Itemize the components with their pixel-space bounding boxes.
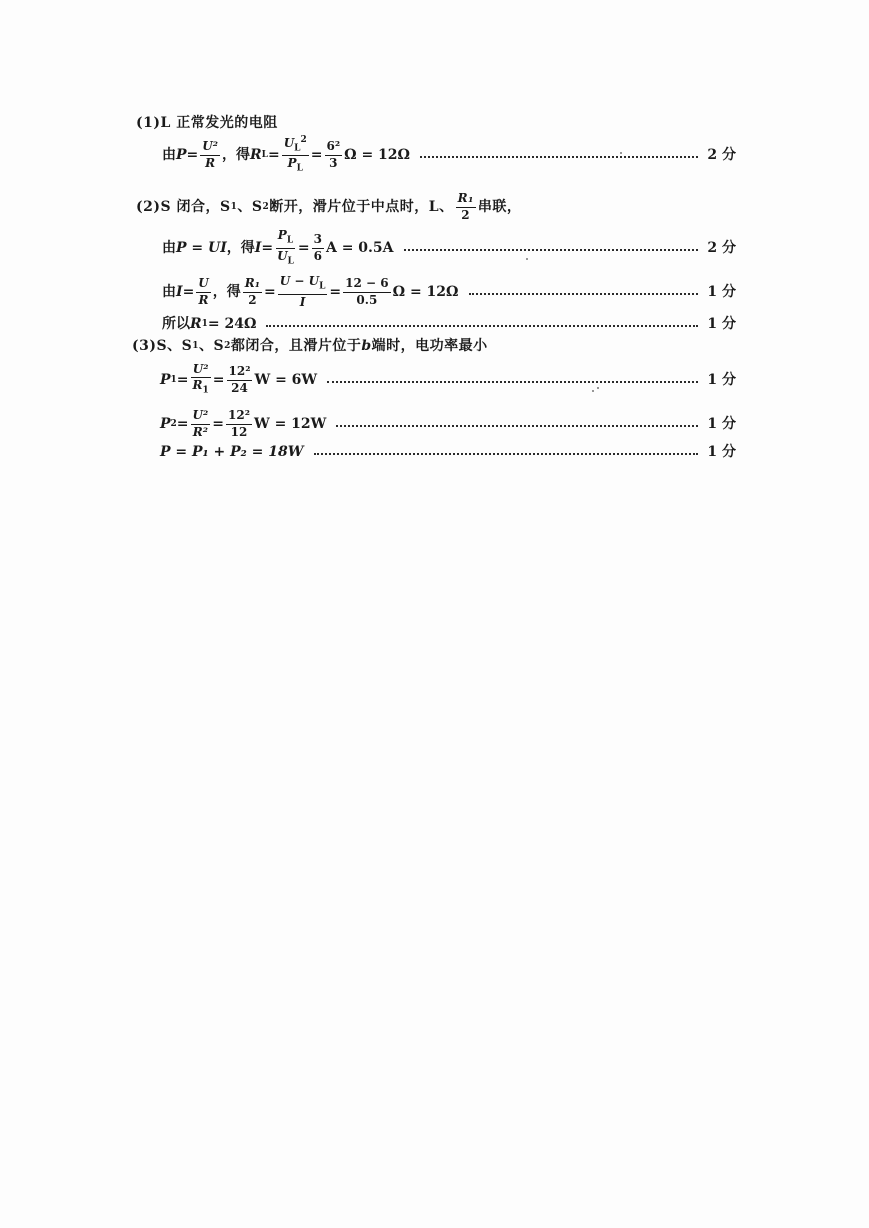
part2-formula-3 bbox=[162, 317, 256, 331]
part3-heading bbox=[132, 336, 732, 356]
fraction-denominator: 2 bbox=[461, 207, 471, 222]
equals-sign: = bbox=[176, 416, 189, 432]
subscript: 1 bbox=[230, 201, 238, 212]
fraction-numeric bbox=[312, 233, 324, 262]
part1-formula-line bbox=[136, 134, 736, 174]
subscript: L bbox=[296, 163, 303, 174]
dotted-leader bbox=[404, 249, 698, 251]
formula-connector: ，得 bbox=[226, 240, 255, 256]
equals-sign: = bbox=[264, 284, 276, 300]
subscript: 2 bbox=[170, 418, 177, 429]
score-label: 2 分 bbox=[707, 147, 736, 163]
symbol-r: R bbox=[190, 316, 202, 332]
symbol-p: P bbox=[176, 147, 187, 163]
fraction-numeric bbox=[227, 365, 253, 394]
formula-connector: ，得 bbox=[222, 147, 250, 163]
fraction-numerator: R₁ bbox=[243, 277, 262, 292]
scan-speck bbox=[620, 152, 622, 154]
fraction-numerator: 12 − 6 bbox=[343, 277, 390, 292]
dotted-leader bbox=[469, 293, 699, 295]
equals-sign: = bbox=[267, 147, 280, 163]
formula-result: Ω = 12Ω bbox=[344, 147, 410, 163]
fraction-r1-over-2 bbox=[456, 192, 476, 221]
fraction-denominator: R bbox=[205, 155, 216, 170]
numerator-text: U − U bbox=[279, 274, 320, 289]
fraction-numerator bbox=[282, 136, 309, 156]
fraction-numerator bbox=[276, 229, 295, 248]
part3-formula-line-2 bbox=[136, 406, 736, 442]
fraction-numerator: 12² bbox=[227, 365, 253, 380]
fraction-numerator: U² bbox=[191, 409, 211, 424]
part3-heading-text: (3)S、S bbox=[132, 338, 193, 354]
score-label: 1 分 bbox=[707, 284, 736, 300]
formula-result: W = 12W bbox=[253, 416, 327, 432]
formula-prefix: 由 bbox=[162, 240, 176, 256]
equals-sign: = bbox=[261, 240, 274, 256]
formula-result: Ω = 12Ω bbox=[392, 284, 459, 300]
equals-sign: = bbox=[212, 416, 224, 432]
symbol-p: P bbox=[160, 416, 171, 432]
symbol-b: b bbox=[361, 338, 372, 354]
fraction-denominator: 6 bbox=[313, 248, 322, 263]
part3-heading-text: 都闭合，且滑片位于 bbox=[230, 338, 362, 354]
subscript: L bbox=[287, 255, 294, 266]
score-label: 1 分 bbox=[707, 372, 736, 388]
fraction-r1-over-2 bbox=[243, 277, 262, 306]
symbol-p: P bbox=[287, 156, 297, 170]
part3-heading-text: 、S bbox=[198, 338, 225, 354]
part2-heading-text: 、S bbox=[237, 199, 263, 215]
part2-heading bbox=[136, 192, 736, 222]
equals-sign: = bbox=[176, 372, 189, 388]
part1-heading bbox=[136, 116, 736, 130]
symbol-p: P bbox=[277, 228, 287, 243]
fraction-numerator: 12² bbox=[226, 409, 252, 424]
fraction-ul2-over-pl bbox=[282, 136, 309, 175]
symbol-r: R bbox=[192, 378, 203, 393]
part3-formula-line-1 bbox=[136, 362, 736, 398]
fraction-u2-over-r bbox=[200, 140, 220, 169]
formula-prefix: 由 bbox=[162, 284, 176, 300]
dotted-leader bbox=[314, 453, 699, 455]
score-label: 1 分 bbox=[707, 416, 736, 432]
symbol-u: U bbox=[283, 135, 295, 150]
fraction-numerator: U² bbox=[191, 363, 211, 378]
fraction-u2-over-r1 bbox=[191, 363, 211, 396]
subscript: L bbox=[319, 281, 326, 292]
score-label: 1 分 bbox=[707, 444, 736, 460]
subscript: L bbox=[286, 235, 294, 246]
equals-sign: = bbox=[186, 147, 199, 163]
part2-heading-text: 断开，滑片位于中点时，L、 bbox=[269, 199, 454, 215]
formula-prefix: 所以 bbox=[162, 316, 190, 332]
part1-formula bbox=[162, 136, 410, 175]
fraction-numerator: U² bbox=[200, 140, 220, 155]
equals-sign: = bbox=[310, 147, 323, 163]
fraction-numerator: U bbox=[196, 277, 210, 292]
fraction-numeric bbox=[325, 140, 343, 169]
fraction-numerator bbox=[278, 275, 328, 294]
formula-result: A = 0.5A bbox=[325, 240, 394, 256]
part2-heading-text: 串联， bbox=[477, 199, 522, 215]
formula-result: = 24Ω bbox=[207, 316, 257, 332]
subscript: 1 bbox=[170, 374, 177, 385]
part3-heading-text: 端时，电功率最小 bbox=[371, 338, 488, 354]
subscript: L bbox=[261, 149, 268, 160]
part2-formula-line-3 bbox=[136, 314, 736, 334]
part3-formula-2 bbox=[160, 409, 326, 438]
formula-result: W = 6W bbox=[254, 372, 318, 388]
part2-formula-2 bbox=[162, 275, 459, 308]
formula-lhs: P = UI bbox=[176, 240, 227, 256]
subscript: 1 bbox=[202, 385, 209, 396]
subscript: 2 bbox=[262, 201, 270, 212]
symbol-r: R bbox=[250, 147, 262, 163]
symbol-u: U bbox=[277, 248, 288, 263]
dotted-leader bbox=[327, 381, 698, 383]
part3-formula-line-3 bbox=[136, 442, 736, 462]
equals-sign: = bbox=[329, 284, 342, 300]
fraction-u-minus-ul-over-i bbox=[278, 275, 328, 308]
part2-formula-1 bbox=[162, 229, 394, 267]
subscript: 1 bbox=[201, 318, 208, 329]
fraction-denominator bbox=[191, 378, 211, 396]
symbol-i: I bbox=[254, 240, 262, 256]
fraction-denominator: R² bbox=[192, 424, 209, 439]
fraction-u-over-r bbox=[196, 277, 210, 306]
fraction-denominator: 2 bbox=[248, 292, 257, 307]
subscript: 1 bbox=[192, 340, 199, 351]
dotted-leader bbox=[266, 325, 698, 327]
superscript: 2 bbox=[300, 134, 307, 145]
part2-heading-text: (2)S 闭合，S bbox=[136, 199, 231, 215]
fraction-denominator bbox=[275, 249, 296, 267]
part3-formula-3: P = P₁ + P₂ = 18W bbox=[160, 444, 304, 460]
fraction-denominator: R bbox=[198, 292, 209, 307]
fraction-numerator: R₁ bbox=[456, 192, 476, 207]
fraction-denominator: 0.5 bbox=[356, 292, 378, 307]
fraction-numerator: 6² bbox=[325, 140, 343, 155]
formula-connector: ，得 bbox=[212, 284, 241, 300]
fraction-denominator: 12 bbox=[230, 424, 248, 439]
fraction-denominator: 3 bbox=[329, 155, 338, 170]
equals-sign: = bbox=[212, 372, 225, 388]
fraction-denominator bbox=[286, 156, 305, 174]
score-label: 2 分 bbox=[707, 240, 736, 256]
equals-sign: = bbox=[182, 284, 195, 300]
dotted-leader bbox=[420, 156, 698, 158]
scan-speck bbox=[526, 258, 528, 260]
part2-formula-line-1 bbox=[136, 230, 736, 266]
formula-prefix: 由 bbox=[162, 147, 176, 163]
equals-sign: = bbox=[297, 240, 310, 256]
part1-heading-text: (1)L 正常发光的电阻 bbox=[136, 115, 278, 131]
fraction-pl-over-ul bbox=[275, 229, 296, 267]
part3-formula-1 bbox=[160, 363, 317, 396]
fraction-u2-over-r2 bbox=[191, 409, 211, 438]
symbol-p: P bbox=[160, 372, 171, 388]
part2-formula-line-2 bbox=[136, 274, 736, 310]
fraction-numeric bbox=[343, 277, 390, 306]
scan-speck bbox=[592, 390, 594, 392]
fraction-denominator: 24 bbox=[231, 380, 248, 395]
dotted-leader bbox=[336, 425, 698, 427]
scan-speck bbox=[597, 387, 599, 389]
symbol-i: I bbox=[176, 284, 183, 300]
subscript: 2 bbox=[224, 340, 231, 351]
fraction-denominator: I bbox=[299, 294, 306, 309]
fraction-numerator: 3 bbox=[312, 233, 324, 248]
fraction-numeric bbox=[226, 409, 252, 438]
subscript: L bbox=[294, 143, 301, 154]
score-label: 1 分 bbox=[707, 316, 736, 332]
